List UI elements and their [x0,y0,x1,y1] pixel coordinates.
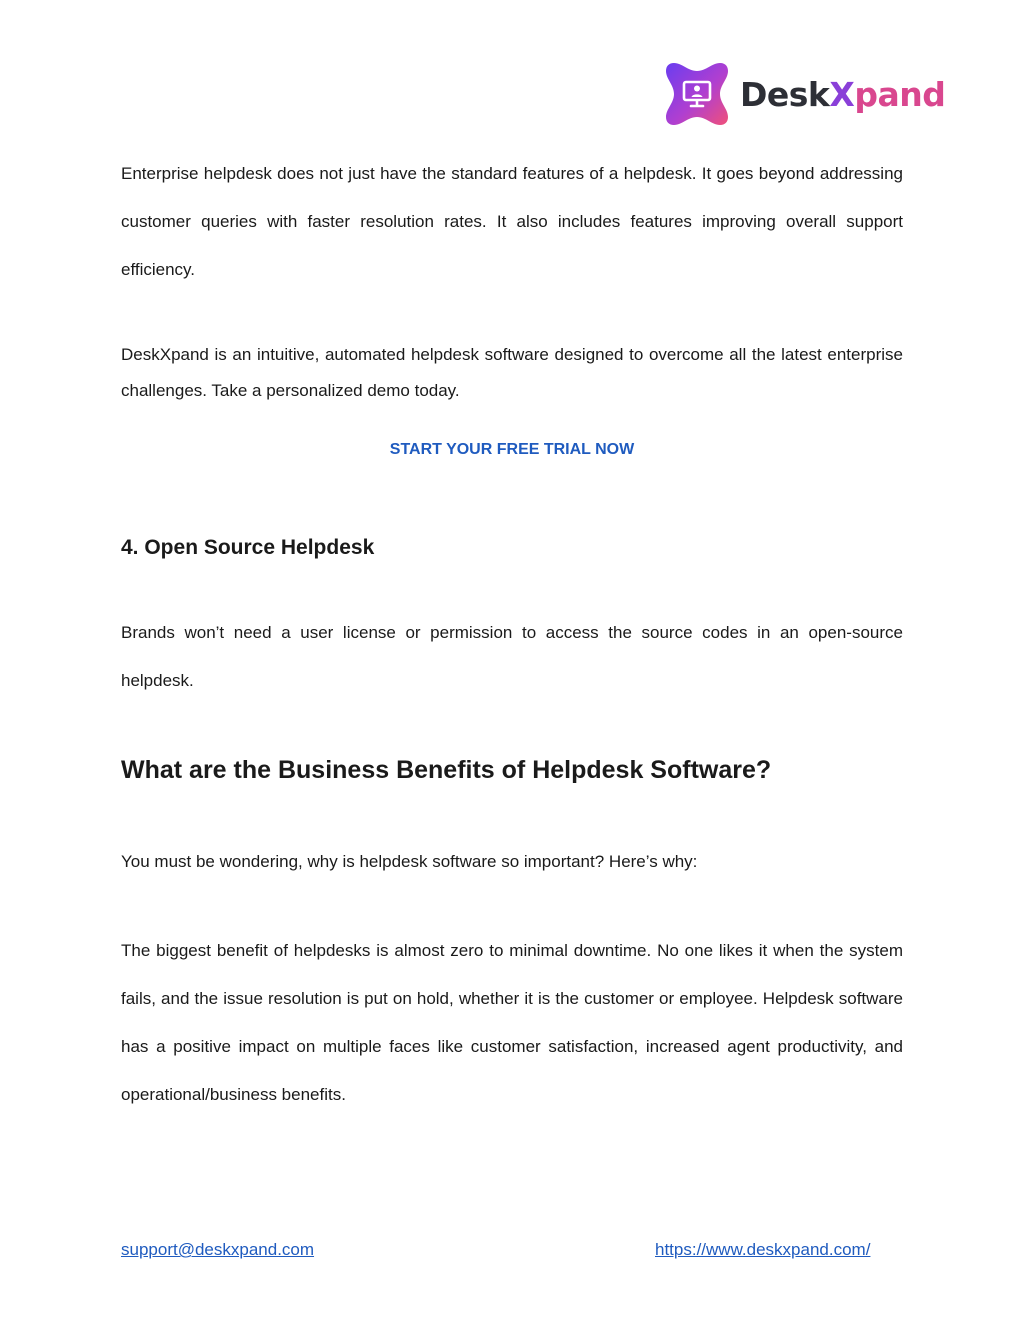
why-important-paragraph: You must be wondering, why is helpdesk software so important? Here’s why: [121,852,698,871]
deskxpand-intro-paragraph: DeskXpand is an intuitive, automated helpdesk software designed to overcome all the latest enterprise challenges. Take a personalized demo today. [121,345,903,400]
biggest-benefit-paragraph: The biggest benefit of helpdesks is almost zero to minimal downtime. No one likes it when the system fails, and the issue resolution is put on hold, whether it is the customer or employee. Helpdesk software has a positive impact on multiple faces like customer satisfaction, increased agent productivity, and operational/business benefits. [121,941,903,1104]
business-benefits-heading: What are the Business Benefits of Helpdesk Software? [121,756,772,784]
brand-name-x: X [829,74,855,114]
brand-name [740,74,946,114]
open-source-paragraph: Brands won’t need a user license or permission to access the source codes in an open-source helpdesk. [121,623,903,690]
support-email-link[interactable]: support@deskxpand.com [121,1240,315,1259]
open-source-helpdesk-heading: 4. Open Source Helpdesk [121,536,375,559]
brand-logo [664,60,945,128]
brand-name-desk: Desk [740,74,830,114]
brand-name-pand: pand [854,74,946,114]
enterprise-helpdesk-paragraph: Enterprise helpdesk does not just have the standard features of a helpdesk. It goes beyond addressing customer queries with faster resolution rates. It also includes features improving overall support efficiency. [121,164,903,279]
monitor-person-icon [664,61,730,127]
website-link[interactable]: https://www.deskxpand.com/ [655,1240,871,1259]
start-free-trial-link[interactable]: START YOUR FREE TRIAL NOW [389,441,635,458]
